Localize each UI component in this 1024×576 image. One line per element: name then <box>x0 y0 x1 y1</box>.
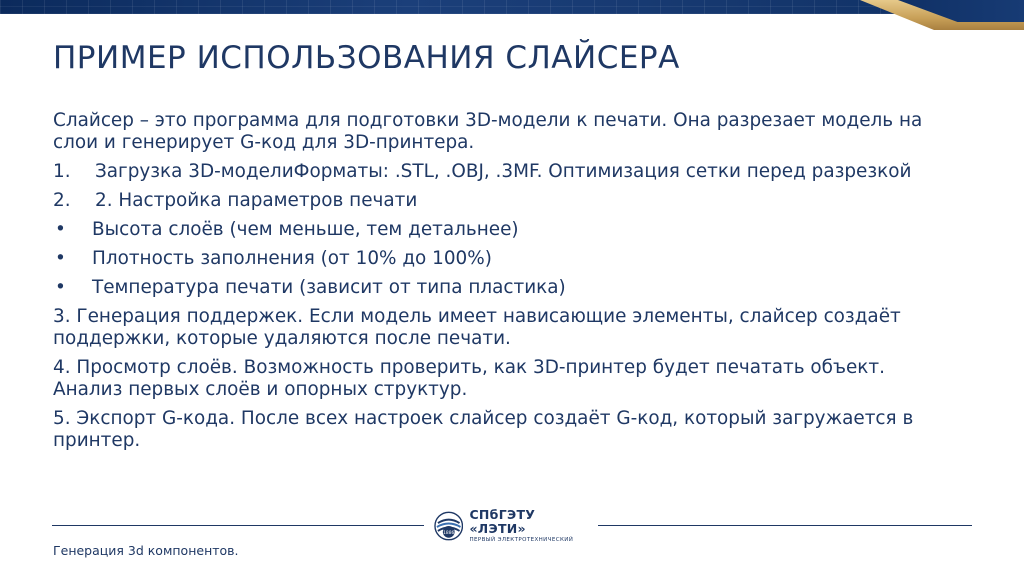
bullet-item <box>53 277 953 299</box>
logo-emblem-text: 1886 <box>443 530 455 536</box>
footer-text: Генерация 3d компонентов. <box>53 543 239 558</box>
slide-title: ПРИМЕР ИСПОЛЬЗОВАНИЯ СЛАЙСЕРА <box>53 40 680 76</box>
bullet-marker: • <box>55 277 66 298</box>
logo-emblem-icon <box>434 511 463 541</box>
list-number: 2. <box>53 190 71 211</box>
step-paragraph: 3. Генерация поддержек. Если модель имеет нависающие элементы, слайсер создаёт поддержки, которые удаляются после печати. <box>53 306 901 349</box>
logo-name: СПбГЭТУ «ЛЭТИ» <box>469 507 536 536</box>
university-logo <box>434 509 594 543</box>
bullet-item <box>53 219 953 241</box>
bullet-text: Температура печати (зависит от типа пластика) <box>92 277 566 298</box>
bullet-marker: • <box>55 219 66 240</box>
bullet-text: Высота слоёв (чем меньше, тем детальнее) <box>92 219 519 240</box>
bullet-item <box>53 248 953 270</box>
list-item <box>53 190 953 212</box>
footer-divider-right <box>598 525 972 526</box>
list-item-text: 2. Настройка параметров печати <box>95 190 418 211</box>
logo-subtitle: ПЕРВЫЙ ЭЛЕКТРОТЕХНИЧЕСКИЙ <box>469 537 574 543</box>
step-paragraph: 4. Просмотр слоёв. Возможность проверить, как 3D-принтер будет печатать объект. Анализ первых слоёв и опорных структур. <box>53 357 885 400</box>
intro-paragraph: Слайсер – это программа для подготовки 3D-модели к печати. Она разрезает модель на слои и генерирует G-код для 3D-принтера. <box>53 110 923 153</box>
bullet-text: Плотность заполнения (от 10% до 100%) <box>92 248 492 269</box>
step-paragraph: 5. Экспорт G-кода. После всех настроек слайсер создаёт G-код, который загружается в принтер. <box>53 408 914 451</box>
footer-divider-left <box>52 525 424 526</box>
list-item-text: Загрузка 3D-моделиФорматы: .STL, .OBJ, .3MF. Оптимизация сетки перед разрезкой <box>95 161 912 182</box>
bullet-marker: • <box>55 248 66 269</box>
list-item <box>53 161 953 183</box>
slide-body <box>53 110 953 459</box>
list-number: 1. <box>53 161 71 182</box>
